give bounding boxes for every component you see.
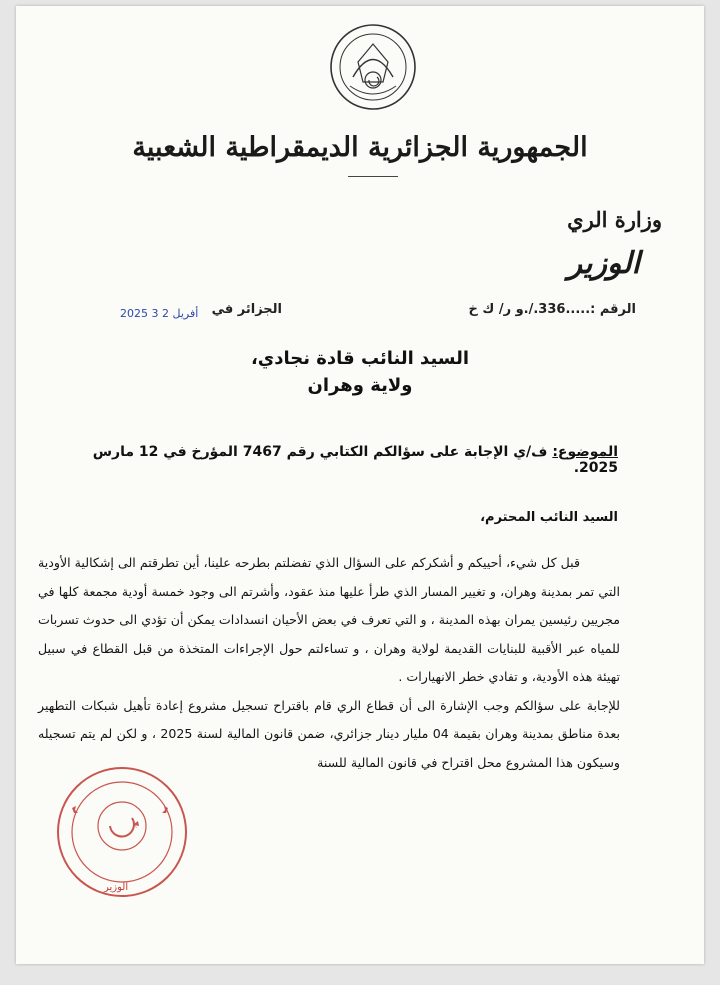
date-stamp: 2025 أفريل 2 3 bbox=[120, 307, 199, 320]
subject-line bbox=[58, 444, 618, 476]
stamp-label: الوزير bbox=[104, 882, 129, 893]
addressee-province: ولاية وهران bbox=[307, 375, 413, 396]
ministry-name: وزارة الري bbox=[567, 207, 662, 232]
republic-title: الجمهورية الجزائرية الديمقراطية الشعبية bbox=[132, 132, 588, 163]
letter-page bbox=[16, 6, 704, 964]
subject-text: ف/ي الإجابة على سؤالكم الكتابي رقم 7467 المؤرخ في 12 مارس 2025. bbox=[92, 444, 618, 476]
salutation: السيد النائب المحترم، bbox=[480, 510, 618, 525]
national-emblem-icon bbox=[328, 22, 418, 112]
letter-body bbox=[38, 549, 620, 777]
title-underline bbox=[348, 176, 398, 177]
official-stamp-icon bbox=[54, 764, 190, 900]
addressee-name: السيد النائب قادة نجادي، bbox=[250, 348, 470, 369]
addressee-block bbox=[16, 345, 704, 399]
minister-signature-title: الوزير bbox=[567, 246, 640, 281]
place-label: الجزائر في bbox=[211, 302, 282, 317]
body-paragraph-2: للإجابة على سؤالكم وجب الإشارة الى أن قطاع الري قام باقتراح تسجيل مشروع إعادة تأهيل شبكات التطهير بعدة مناطق بمدينة وهران بقيمة 04 مليار دينار جزائري، ضمن قانون المالية لسنة 2025 ، و لكن لم يتم تسجيله وسيكون هذا المشروع محل اقتراح في قانون المالية للسنة bbox=[38, 697, 621, 770]
body-paragraph-1: قبل كل شيء، أحييكم و أشكركم على السؤال الذي تفضلتم بطرحه علينا، أين تطرقتم الى إشكالية الأودية التي تمر بمدينة وهران، و تغيير المسار الذي طرأ عليها منذ عقود، وأشرتم الى وجود خمسة أودية مجمعة كلها في مجريين رئيسين يمران بهذه المدينة ، و التي تعرف في بعض الأحيان انسدادات يمكن أن تؤدي الى حدوث تسربات للمياه عبر الأقبية للبنايات القديمة لولاية وهران ، و تساءلتم حول الإجراءات المتخذة من قبل القطاع في سبيل تهيئة هذه الأودية، و تفادي خطر الانهيارات . bbox=[38, 555, 620, 684]
subject-label: الموضوع: bbox=[552, 444, 618, 460]
reference-number: الرقم :.....336./.و ر/ ك خ bbox=[468, 302, 636, 317]
